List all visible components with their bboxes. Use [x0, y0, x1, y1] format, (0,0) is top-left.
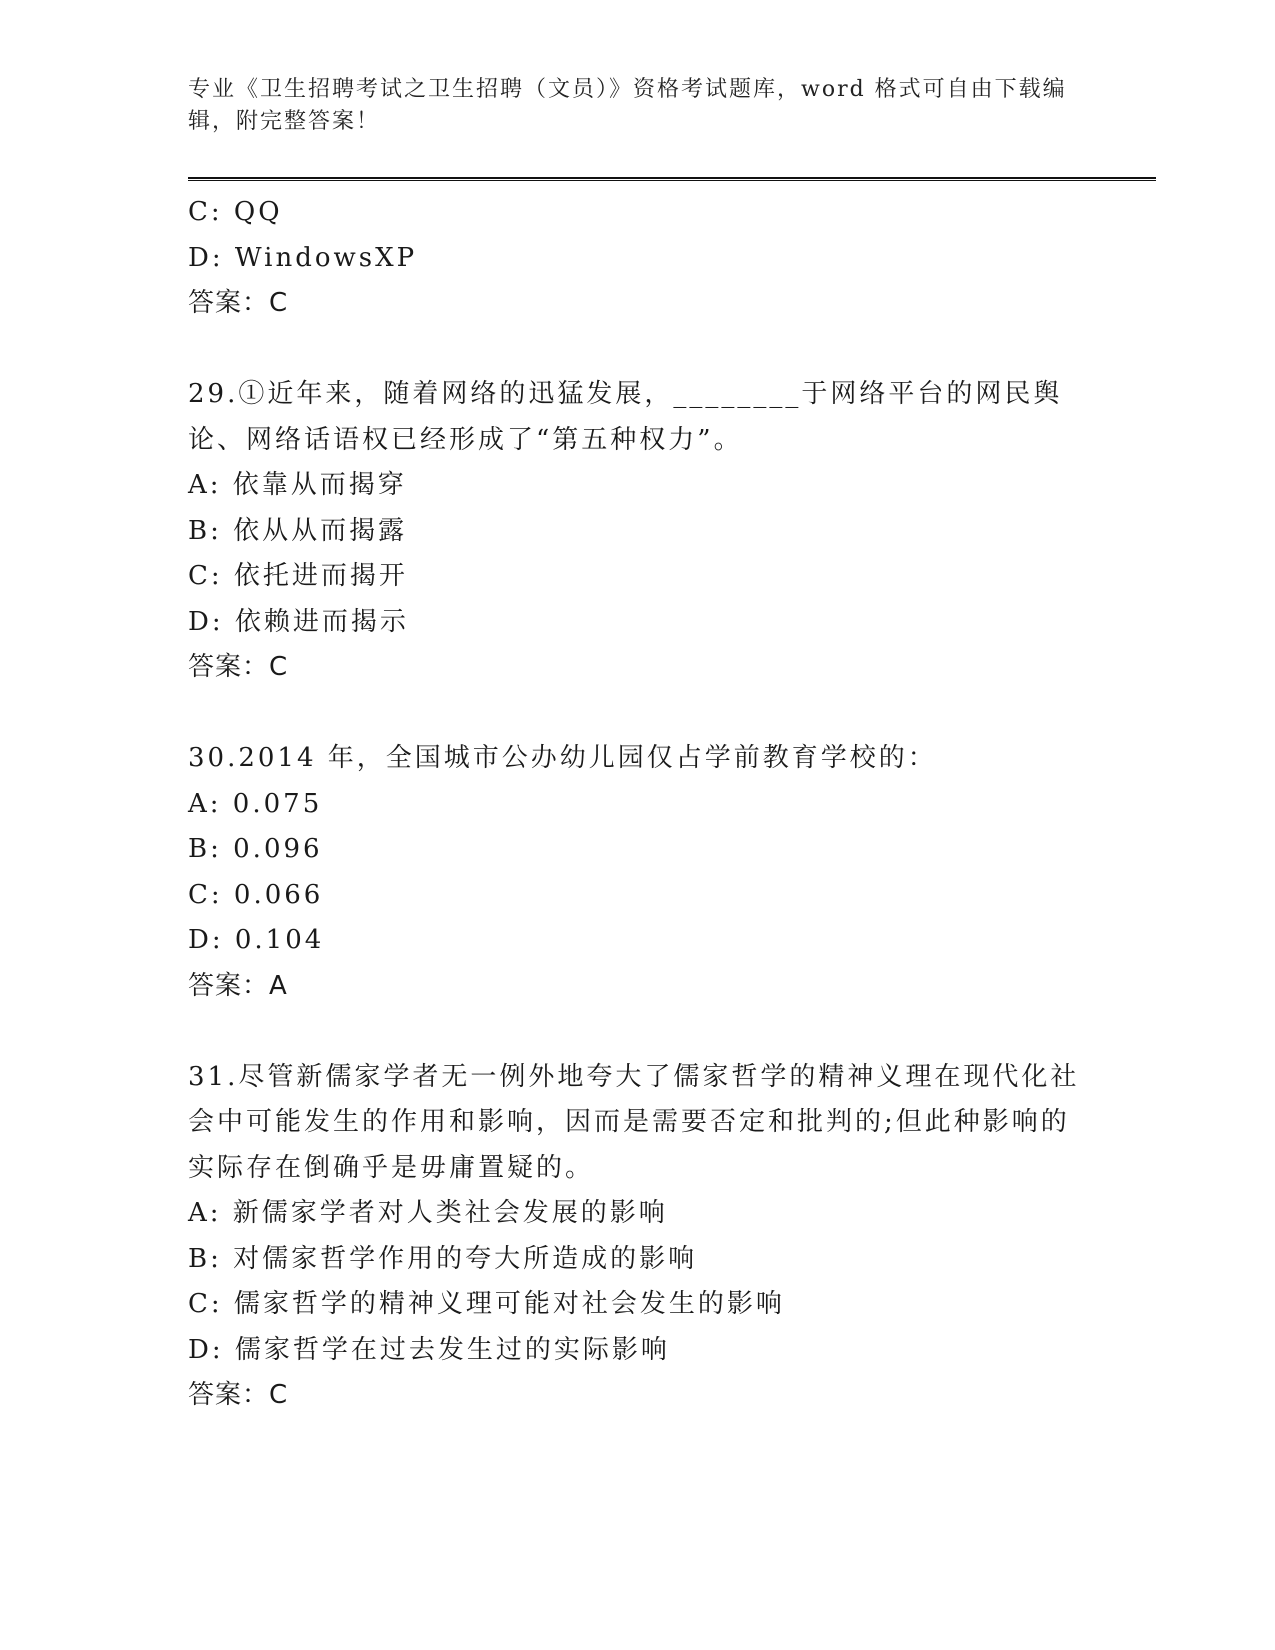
question-stem: 30.2014 年，全国城市公办幼儿园仅占学前教育学校的： [188, 743, 937, 773]
option-d: D: 儒家哲学在过去发生过的实际影响 [188, 1334, 670, 1365]
answer-line: 答案：A [188, 970, 288, 1001]
spacer [188, 327, 1088, 373]
option-c: C: QQ [188, 197, 283, 227]
spacer [188, 691, 1088, 737]
option-d: D: 0.104 [188, 925, 325, 955]
spacer [188, 1009, 1088, 1055]
document-header: 专业《卫生招聘考试之卫生招聘（文员）》资格考试题库，word 格式可自由下载编辑，附完整答案！ [188, 77, 1067, 134]
option-b: B: 对儒家哲学作用的夸大所造成的影响 [188, 1243, 698, 1274]
option-b: B: 0.096 [188, 834, 323, 864]
option-d: D: WindowsXP [188, 242, 418, 273]
question-28 [188, 190, 1088, 327]
question-31 [188, 1055, 1088, 1419]
answer-line: 答案：C [188, 652, 289, 682]
option-a: A: 依靠从而揭穿 [188, 470, 407, 500]
answer-line: 答案：C [188, 288, 289, 318]
option-c: C: 依托进而揭开 [188, 561, 408, 591]
question-29 [188, 372, 1088, 691]
question-30 [188, 736, 1088, 1009]
option-d: D: 依赖进而揭示 [188, 606, 409, 637]
option-a: A: 新儒家学者对人类社会发展的影响 [188, 1198, 668, 1228]
header-divider [188, 177, 1156, 181]
option-c: C: 儒家哲学的精神义理可能对社会发生的影响 [188, 1289, 785, 1319]
option-c: C: 0.066 [188, 879, 324, 910]
answer-line: 答案：C [188, 1380, 289, 1410]
question-content [188, 190, 1088, 1419]
option-a: A: 0.075 [188, 788, 323, 819]
question-stem: 29.①近年来，随着网络的迅猛发展，________于网络平台的网民舆论、网络话语权已经形成了“第五种权力”。 [188, 379, 1063, 455]
option-b: B: 依从从而揭露 [188, 515, 408, 546]
question-stem: 31.尽管新儒家学者无一例外地夸大了儒家哲学的精神义理在现代化社会中可能发生的作用和影响，因而是需要否定和批判的;但此种影响的实际存在倒确乎是毋庸置疑的。 [188, 1061, 1080, 1183]
